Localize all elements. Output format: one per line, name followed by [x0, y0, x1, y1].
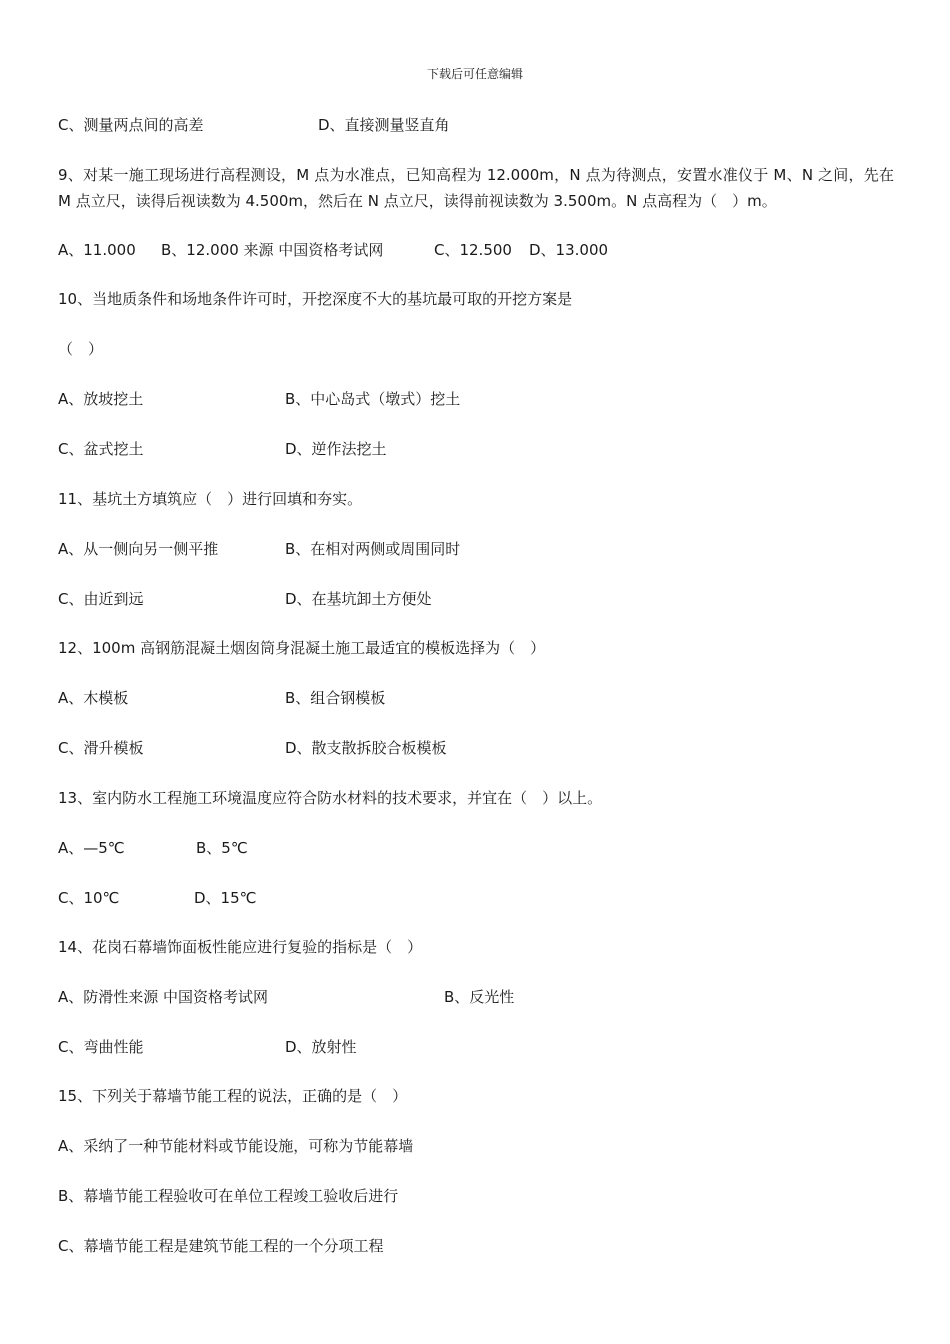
- option-c: C、弯曲性能: [58, 1038, 144, 1056]
- option-c: C、幕墙节能工程是建筑节能工程的一个分项工程: [58, 1237, 384, 1255]
- option-row: [58, 685, 386, 711]
- option-row: [58, 112, 450, 138]
- option-b: B、在相对两侧或周围同时: [285, 540, 461, 558]
- option-c: C、10℃: [58, 889, 120, 907]
- option-row: [58, 835, 248, 861]
- option-a: A、放坡挖土: [58, 390, 144, 408]
- page-header: 下载后可任意编辑: [426, 67, 523, 81]
- question-11: 11、基坑土方填筑应（ ）进行回填和夯实。: [58, 490, 363, 508]
- option-c: C、滑升模板: [58, 739, 144, 757]
- question-12: 12、100m 高钢筋混凝土烟囱筒身混凝土施工最适宜的模板选择为（ ）: [58, 639, 546, 657]
- option-d: D、在基坑卸土方便处: [285, 590, 432, 608]
- option-d: D、直接测量竖直角: [318, 116, 450, 134]
- option-a: A、木模板: [58, 689, 129, 707]
- question-10-paren: （ ）: [58, 340, 104, 358]
- option-row: [58, 586, 432, 612]
- option-c: C、12.500: [434, 241, 512, 259]
- question-13: 13、室内防水工程施工环境温度应符合防水材料的技术要求，并宜在（ ）以上。: [58, 789, 603, 807]
- option-row: [58, 1034, 357, 1060]
- option-d: D、逆作法挖土: [285, 440, 387, 458]
- option-row: [58, 436, 387, 462]
- question-10: 10、当地质条件和场地条件许可时，开挖深度不大的基坑最可取的开挖方案是: [58, 290, 573, 308]
- option-d: D、放射性: [285, 1038, 357, 1056]
- option-d: D、13.000: [529, 241, 609, 259]
- option-d: D、15℃: [194, 889, 257, 907]
- option-row: [58, 735, 447, 761]
- option-b: B、5℃: [196, 839, 248, 857]
- option-c: C、盆式挖土: [58, 440, 144, 458]
- option-b: B、幕墙节能工程验收可在单位工程竣工验收后进行: [58, 1187, 399, 1205]
- option-c: C、测量两点间的高差: [58, 116, 204, 134]
- question-9: 9、对某一施工现场进行高程测设，M 点为水准点，已知高程为 12.000m，N 点为待测点，安置水准仪于 M、N 之间，先在 M 点立尺，读得后视读数为 4.500m，然后在 N 点立尺，读得前视读数为 3.500m。N 点高程为（ ）m。: [58, 166, 894, 210]
- option-a: A、从一侧向另一侧平推: [58, 540, 219, 558]
- option-row: [58, 386, 461, 412]
- option-row: [58, 885, 257, 911]
- option-b: B、中心岛式（墩式）挖土: [285, 390, 461, 408]
- option-b: B、反光性: [444, 988, 515, 1006]
- option-b: B、组合钢模板: [285, 689, 386, 707]
- question-14: 14、花岗石幕墙饰面板性能应进行复验的指标是（ ）: [58, 938, 423, 956]
- option-c: C、由近到远: [58, 590, 144, 608]
- option-a: A、采纳了一种节能材料或节能设施，可称为节能幕墙: [58, 1137, 414, 1155]
- option-row: [58, 237, 609, 263]
- option-a: A、—5℃: [58, 839, 125, 857]
- option-d: D、散支散拆胶合板模板: [285, 739, 447, 757]
- option-b: B、12.000 来源 中国资格考试网: [161, 241, 384, 259]
- option-row: [58, 984, 515, 1010]
- question-15: 15、下列关于幕墙节能工程的说法，正确的是（ ）: [58, 1087, 408, 1105]
- option-a: A、11.000: [58, 241, 136, 259]
- option-row: [58, 536, 461, 562]
- option-a: A、防滑性来源 中国资格考试网: [58, 988, 269, 1006]
